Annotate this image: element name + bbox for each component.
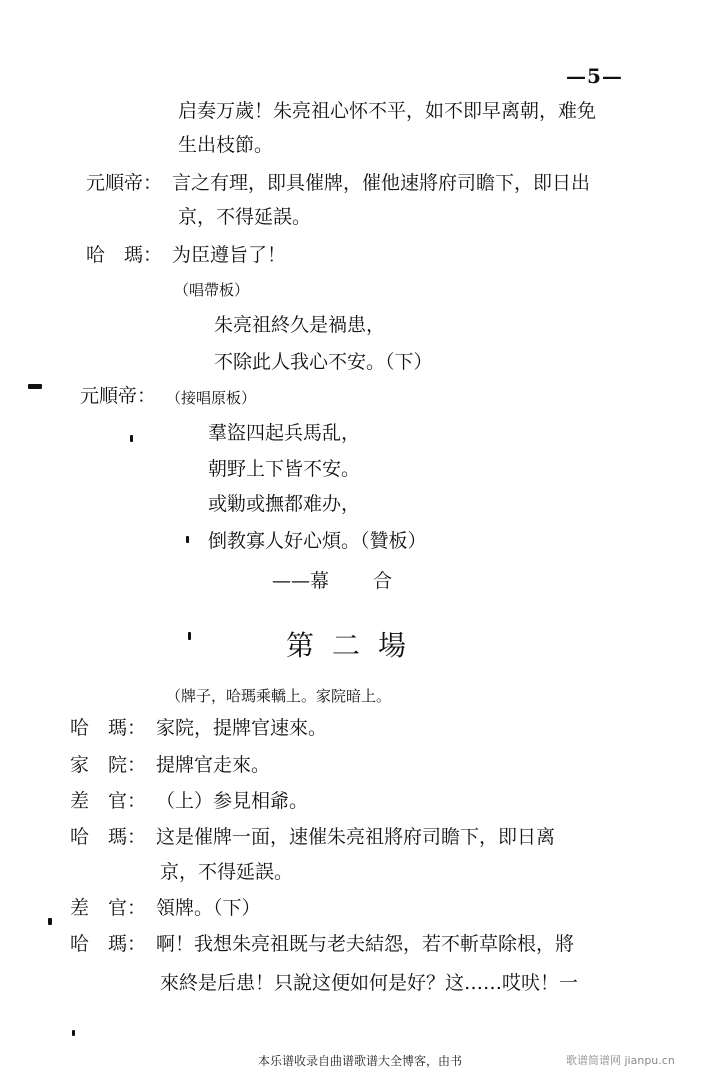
speaker-label: 差 官： bbox=[70, 897, 147, 919]
scan-speck bbox=[186, 536, 189, 543]
dialogue-line: 这是催牌一面，速催朱亮祖將府司瞻下，即日离 bbox=[156, 826, 556, 848]
dialogue-line: 來終是后患！只說这便如何是好？这……哎吠！一 bbox=[160, 972, 579, 994]
speaker-label: 哈 瑪： bbox=[70, 826, 147, 848]
speaker-label: 元順帝： bbox=[86, 172, 163, 194]
scan-speck bbox=[130, 435, 133, 442]
page-number: —5— bbox=[566, 64, 623, 88]
stage-direction: （唱帶板） bbox=[174, 281, 250, 299]
dialogue-line: 京，不得延誤。 bbox=[160, 861, 294, 883]
stage-direction: （牌子，哈瑪乘轎上。家院暗上。 bbox=[166, 687, 392, 705]
lyric-line: 不除此人我心不安。（下） bbox=[214, 351, 433, 373]
lyric-line: 朝野上下皆不安。 bbox=[208, 458, 361, 480]
dialogue-line: （上）参見相爺。 bbox=[156, 790, 309, 812]
scan-speck bbox=[28, 384, 42, 389]
dialogue-line: 啊！我想朱亮祖既与老夫結怨，若不斬草除根，將 bbox=[156, 933, 575, 955]
speaker-label: 哈 瑪： bbox=[86, 244, 163, 266]
speaker-label: 哈 瑪： bbox=[70, 717, 147, 739]
curtain-text-a: ——幕 bbox=[272, 570, 330, 592]
lyric-line: 倒教寡人好心煩。（贊板） bbox=[208, 530, 427, 552]
stage-direction: （接唱原板） bbox=[166, 389, 257, 407]
scan-speck bbox=[72, 1030, 75, 1036]
lyric-line: 朱亮祖終久是禍患， bbox=[214, 314, 386, 336]
dialogue-line: 言之有理，即具催牌，催他速將府司瞻下，即日出 bbox=[172, 172, 591, 194]
dialogue-line: 提牌官走來。 bbox=[156, 754, 271, 776]
speaker-label: 差 官： bbox=[70, 790, 147, 812]
footer-source-text: 本乐谱收录自曲谱歌谱大全博客，由书 bbox=[258, 1054, 463, 1068]
scene-title: 第二場 bbox=[286, 629, 425, 662]
speaker-label: 家 院： bbox=[70, 754, 147, 776]
scan-speck bbox=[188, 632, 191, 640]
lyric-line: 羣盜四起兵馬乱， bbox=[208, 422, 361, 444]
dialogue-line: 家院，提牌官速來。 bbox=[156, 717, 328, 739]
lyric-line: 或勦或撫都难办， bbox=[208, 493, 361, 515]
scan-speck bbox=[48, 918, 52, 925]
speaker-label: 元順帝： bbox=[80, 385, 157, 407]
dialogue-line: 启奏万歲！朱亮祖心怀不平，如不即早离朝，难免 bbox=[178, 100, 597, 122]
dialogue-line: 領牌。（下） bbox=[156, 897, 261, 919]
dialogue-line: 为臣遵旨了！ bbox=[172, 244, 287, 266]
footer-watermark: 歌谱简谱网 jianpu.cn bbox=[566, 1054, 675, 1067]
curtain-text-b: 合 bbox=[373, 570, 393, 592]
speaker-label: 哈 瑪： bbox=[70, 933, 147, 955]
curtain-close bbox=[272, 566, 392, 593]
dialogue-line: 京，不得延誤。 bbox=[178, 206, 312, 228]
dialogue-line: 生出枝節。 bbox=[178, 134, 274, 156]
